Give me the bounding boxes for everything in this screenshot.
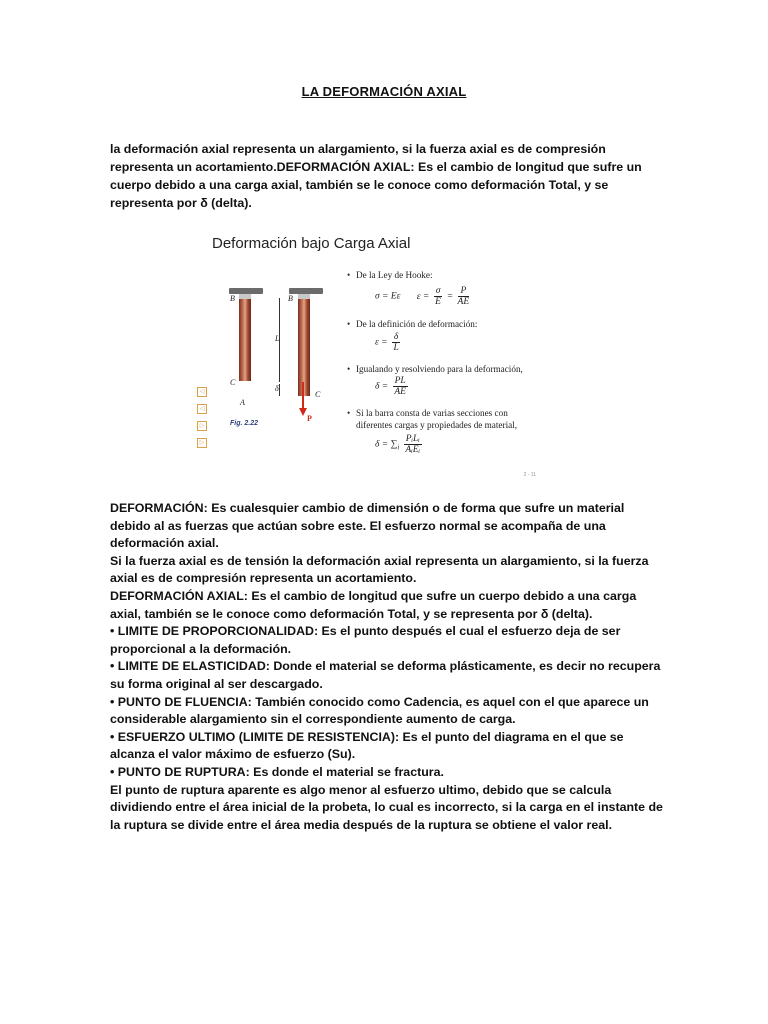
nav-next-icon[interactable]: ▷ (197, 421, 207, 431)
body-paragraph: DEFORMACIÓN: Es cualesquier cambio de dimensión o de forma que sufre un material debido al as fuerzas que actúan sobre este. El esfuerzo normal se acompaña de una deformación axial. (110, 501, 625, 551)
document-title: LA DEFORMACIÓN AXIAL (301, 84, 467, 99)
label-c-left: C (230, 378, 236, 387)
eq-hooke: σ = Eε ε = $\frac{\sigma}{E}$ = $\frac{P}{AE}$ (375, 286, 470, 307)
bullet-hooke: • De la Ley de Hooke: (347, 270, 433, 280)
bullet-equating: • Igualando y resolviendo para la deformación, (347, 364, 523, 374)
figure-title: Deformación bajo Carga Axial (212, 235, 411, 252)
label-l: L (275, 334, 280, 343)
body-paragraphs (110, 500, 665, 834)
figure-caption: Fig. 2.22 (230, 420, 259, 427)
intro-text-4: Total, y se representa por δ (delta). (110, 178, 609, 210)
body-paragraph: • ESFUERZO ULTIMO (LIMITE DE RESISTENCIA): Es el punto del diagrama en el que se alcanza el valor máximo de esfuerzo (Su). (110, 729, 624, 762)
load-arrow-head (299, 408, 307, 416)
bullet-definition: • De la definición de deformación: (347, 319, 478, 329)
intro-text-1: la deformación axial representa un alargamiento, si la fuerza axial es de compresión representa un acortamiento. (110, 142, 606, 174)
intro-text-3: , también se le conoce como (298, 178, 471, 192)
bullet-sections-cont: diferentes cargas y propiedades de material, (356, 420, 518, 430)
intro-text-2: Es el cambio de longitud que sufre un cuerpo debido a una carga (110, 160, 642, 192)
body-paragraph: Si la fuerza axial es de tensión la deformación axial representa un alargamiento, si la fuerza axial es de compresión representa un acortamiento. (110, 553, 649, 586)
nav-first-icon[interactable]: ◁ (197, 387, 207, 397)
body-paragraph: • PUNTO DE RUPTURA: Es donde el material se fractura. (110, 764, 444, 779)
intro-heading: DEFORMACIÓN AXIAL: (276, 160, 415, 174)
intro-paragraph (110, 140, 665, 212)
rod-right (298, 299, 310, 396)
label-c-right: C (315, 390, 321, 399)
label-b-right: B (288, 294, 293, 303)
nav-last-icon[interactable]: ▷ (197, 438, 207, 448)
intro-axial: axial (271, 178, 299, 192)
axial-load-figure (195, 232, 550, 478)
slide-page-number: 2 - 11 (523, 472, 536, 478)
bullet-sections: • Si la barra consta de varias secciones con (347, 408, 508, 418)
eq-definition: ε = $\frac{\delta}{L}$ (375, 332, 399, 353)
eq-result: δ = $\frac{PL}{AE}$ (375, 376, 406, 397)
label-a: A (240, 398, 245, 407)
body-paragraph: El punto de ruptura aparente es algo menor al esfuerzo ultimo, debido que se calcula dividiendo entre el área inicial de la probeta, lo cual es incorrecto, si la carga en el instante de la ruptura se divide entre el área media después de la ruptura se obtiene el valor real. (110, 782, 663, 832)
load-arrow (302, 382, 304, 410)
label-delta: δ (275, 384, 279, 393)
body-paragraph: • LIMITE DE PROPORCIONALIDAD: Es el punto después el cual el esfuerzo deja de ser proporcional a la deformación. (110, 624, 621, 656)
delta-dimension-line (279, 384, 280, 396)
intro-deformacion: deformación (470, 178, 546, 192)
body-paragraph: DEFORMACIÓN AXIAL: Es el cambio de longitud que sufre un cuerpo debido a una carga axial, también se le conoce como deformación Total, y se representa por δ (delta). (110, 588, 637, 621)
body-paragraph: • PUNTO DE FLUENCIA: También conocido como Cadencia, es aquel con el que aparece un considerable alargamiento sin el correspondiente aumento de carga. (110, 694, 649, 727)
eq-sum: $\delta = \sum_i$ $\frac{\text{PᵢLᵢ}}{\text{AᵢEᵢ}}$ (375, 434, 421, 455)
body-paragraph: • LIMITE DE ELASTICIDAD: Donde el material se deforma plásticamente, es decir no recupera su forma original al ser descargado. (110, 659, 661, 691)
rod-left (239, 299, 251, 381)
label-p: P (307, 414, 312, 423)
slide-nav-icons (197, 387, 207, 455)
label-b-left: B (230, 294, 235, 303)
nav-prev-icon[interactable]: ◁ (197, 404, 207, 414)
